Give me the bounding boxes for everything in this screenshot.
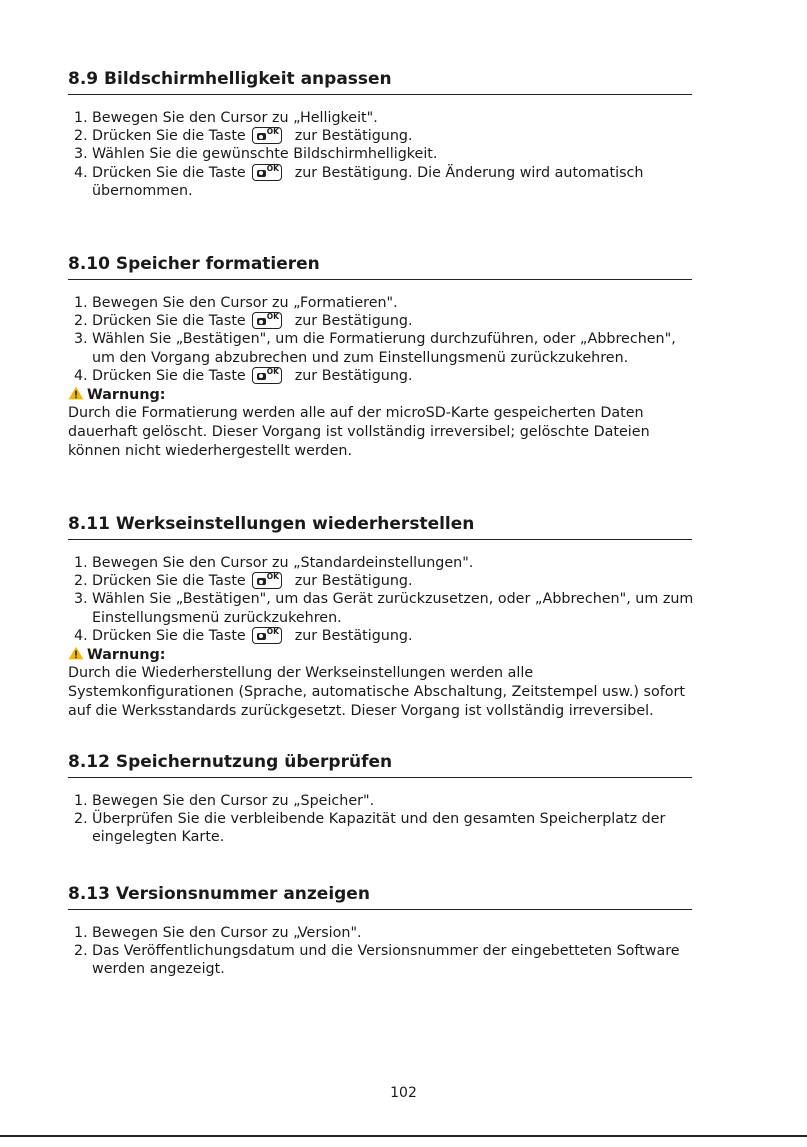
list-item bbox=[68, 572, 692, 590]
warning-line: auf die Werksstandards zurückgesetzt. Dieser Vorgang ist vollständig irreversibel. bbox=[68, 703, 654, 720]
step-text: Überprüfen Sie die verbleibende Kapazität und den gesamten Speicherplatz der bbox=[92, 811, 666, 828]
list-item bbox=[68, 145, 692, 163]
step-number: 4. bbox=[74, 164, 88, 181]
section-heading: 8.12 Speichernutzung überprüfen bbox=[68, 751, 692, 778]
step-continuation: übernommen. bbox=[92, 182, 193, 199]
warning-text bbox=[68, 664, 692, 721]
section-format-storage bbox=[68, 253, 692, 461]
section-factory-reset bbox=[68, 513, 692, 721]
step-list bbox=[68, 109, 692, 200]
ok-camera-button-icon bbox=[252, 127, 282, 144]
warning-text bbox=[68, 404, 692, 461]
step-text: Bewegen Sie den Cursor zu „Version". bbox=[92, 925, 362, 941]
ok-camera-button-icon bbox=[252, 312, 282, 329]
list-item bbox=[68, 127, 692, 145]
step-number: 2. bbox=[74, 573, 88, 590]
warning-triangle-icon bbox=[68, 386, 84, 400]
section-heading: 8.13 Versionsnummer anzeigen bbox=[68, 883, 692, 910]
section-brightness bbox=[68, 68, 692, 200]
step-list bbox=[68, 924, 692, 979]
warning-triangle-icon bbox=[68, 646, 84, 660]
step-list bbox=[68, 294, 692, 385]
step-text: Drücken Sie die Taste bbox=[92, 313, 246, 330]
list-item bbox=[68, 164, 692, 200]
list-item bbox=[68, 942, 692, 978]
step-text: Drücken Sie die Taste bbox=[92, 573, 246, 590]
step-text: zur Bestätigung. bbox=[294, 313, 413, 330]
warning-line: Durch die Wiederherstellung der Werkseinstellungen werden alle bbox=[68, 665, 534, 682]
step-text: Wählen Sie „Bestätigen", um das Gerät zurückzusetzen, oder „Abbrechen", um zum bbox=[92, 591, 694, 608]
ok-camera-button-icon bbox=[252, 572, 282, 589]
step-text: Das Veröffentlichungsdatum und die Versionsnummer der eingebetteten Software bbox=[92, 943, 680, 960]
step-continuation: werden angezeigt. bbox=[92, 961, 225, 978]
list-item bbox=[68, 810, 692, 846]
camera-icon bbox=[257, 133, 266, 140]
step-text: zur Bestätigung. Die Änderung wird automatisch bbox=[294, 164, 644, 181]
step-continuation: um den Vorgang abzubrechen und zum Einstellungsmenü zurückzukehren. bbox=[92, 349, 629, 366]
warning-title bbox=[68, 646, 692, 664]
ok-label: OK bbox=[266, 312, 279, 322]
step-text: Bewegen Sie den Cursor zu „Speicher". bbox=[92, 793, 375, 809]
step-list bbox=[68, 792, 692, 847]
warning-title bbox=[68, 386, 692, 404]
step-list bbox=[68, 554, 692, 645]
step-text: Bewegen Sie den Cursor zu „Helligkeit". bbox=[92, 110, 378, 126]
step-continuation: eingelegten Karte. bbox=[92, 829, 225, 846]
list-item bbox=[68, 312, 692, 330]
step-number: 1. bbox=[74, 110, 88, 126]
bottom-divider bbox=[0, 1135, 807, 1137]
step-text: Drücken Sie die Taste bbox=[92, 164, 246, 181]
warning-line: dauerhaft gelöscht. Dieser Vorgang ist vollständig irreversibel; gelöschte Dateien bbox=[68, 424, 650, 441]
warning-line: Durch die Formatierung werden alle auf der microSD-Karte gespeicherten Daten bbox=[68, 405, 644, 422]
ok-camera-button-icon bbox=[252, 164, 282, 181]
list-item bbox=[68, 294, 692, 312]
page-number: 102 bbox=[390, 1085, 417, 1101]
section-version-number bbox=[68, 883, 692, 979]
step-number: 4. bbox=[74, 627, 88, 644]
step-continuation: Einstellungsmenü zurückzukehren. bbox=[92, 609, 342, 626]
step-text: Bewegen Sie den Cursor zu „Standardeinstellungen". bbox=[92, 555, 474, 571]
step-number: 2. bbox=[74, 313, 88, 330]
step-number: 3. bbox=[74, 331, 88, 348]
step-number: 4. bbox=[74, 367, 88, 384]
step-text: zur Bestätigung. bbox=[294, 627, 413, 644]
list-item bbox=[68, 924, 692, 942]
warning-label: Warnung: bbox=[87, 387, 166, 404]
step-number: 1. bbox=[74, 793, 88, 809]
list-item bbox=[68, 330, 692, 366]
list-item bbox=[68, 627, 692, 645]
step-number: 1. bbox=[74, 925, 88, 941]
list-item bbox=[68, 367, 692, 385]
step-number: 1. bbox=[74, 295, 88, 311]
step-text: Wählen Sie „Bestätigen", um die Formatierung durchzuführen, oder „Abbrechen", bbox=[92, 331, 676, 348]
section-heading: 8.10 Speicher formatieren bbox=[68, 253, 692, 280]
camera-icon bbox=[257, 170, 266, 177]
step-number: 1. bbox=[74, 555, 88, 571]
step-number: 2. bbox=[74, 943, 88, 960]
ok-label: OK bbox=[266, 626, 279, 636]
section-heading: 8.11 Werkseinstellungen wiederherstellen bbox=[68, 513, 692, 540]
camera-icon bbox=[257, 578, 266, 585]
section-storage-usage bbox=[68, 751, 692, 847]
step-text: Drücken Sie die Taste bbox=[92, 367, 246, 384]
step-number: 3. bbox=[74, 591, 88, 608]
step-number: 3. bbox=[74, 146, 88, 163]
ok-label: OK bbox=[266, 366, 279, 376]
step-text: zur Bestätigung. bbox=[294, 128, 413, 145]
ok-label: OK bbox=[266, 127, 279, 137]
ok-label: OK bbox=[266, 572, 279, 582]
ok-camera-button-icon bbox=[252, 627, 282, 644]
ok-camera-button-icon bbox=[252, 367, 282, 384]
warning-line: Systemkonfigurationen (Sprache, automatische Abschaltung, Zeitstempel usw.) sofort bbox=[68, 684, 685, 701]
list-item bbox=[68, 554, 692, 572]
ok-label: OK bbox=[266, 163, 279, 173]
section-heading: 8.9 Bildschirmhelligkeit anpassen bbox=[68, 68, 692, 95]
list-item bbox=[68, 590, 692, 626]
step-text: zur Bestätigung. bbox=[294, 573, 413, 590]
step-text: zur Bestätigung. bbox=[294, 367, 413, 384]
step-number: 2. bbox=[74, 128, 88, 145]
camera-icon bbox=[257, 373, 266, 380]
camera-icon bbox=[257, 633, 266, 640]
camera-icon bbox=[257, 318, 266, 325]
step-number: 2. bbox=[74, 811, 88, 828]
step-text: Wählen Sie die gewünschte Bildschirmhelligkeit. bbox=[92, 146, 438, 163]
step-text: Drücken Sie die Taste bbox=[92, 627, 246, 644]
step-text: Bewegen Sie den Cursor zu „Formatieren". bbox=[92, 295, 398, 311]
list-item bbox=[68, 109, 692, 127]
warning-label: Warnung: bbox=[87, 647, 166, 664]
list-item bbox=[68, 792, 692, 810]
step-text: Drücken Sie die Taste bbox=[92, 128, 246, 145]
warning-line: können nicht wiederhergestellt werden. bbox=[68, 443, 352, 460]
